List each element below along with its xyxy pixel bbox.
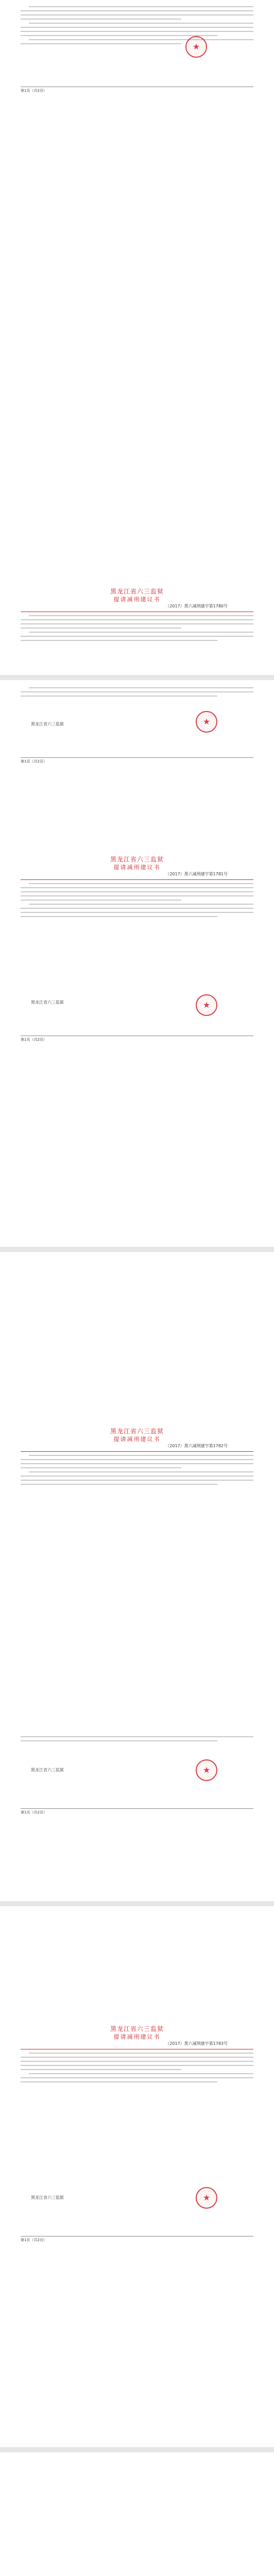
document-title: 黑龙江省六三监狱 (110, 1428, 164, 1435)
document-header (0, 855, 274, 920)
text-line (21, 1484, 217, 1485)
page-footer-left: 第1页（共2页） (21, 1810, 47, 1815)
text-line (21, 10, 253, 11)
document-title: 黑龙江省六三监狱 (110, 2025, 164, 2032)
page-footer (21, 1808, 253, 1815)
official-seal-icon: ★ (196, 1759, 217, 1781)
text-line (21, 1476, 253, 1477)
document-subtitle: 提请减刑建议书 (113, 1436, 161, 1443)
closing-organization: 黑龙江省六三监狱 (31, 1000, 64, 1005)
document-page-1 (0, 0, 274, 675)
text-line (21, 691, 253, 692)
text-line (21, 887, 253, 888)
page-footer-left: 第1页（共2页） (21, 89, 47, 93)
text-line (21, 908, 253, 909)
text-line (21, 1459, 253, 1460)
document-header (0, 587, 274, 644)
text-line (21, 900, 181, 901)
document-header (0, 2025, 274, 2086)
text-line (29, 883, 253, 884)
text-line (21, 891, 253, 892)
document-page-4 (0, 1906, 274, 2447)
document-page-5 (0, 2452, 274, 2576)
text-line (21, 1740, 217, 1741)
text-line (29, 1455, 253, 1456)
document-subtitle: 提请减刑建议书 (113, 864, 161, 871)
text-line (21, 623, 253, 624)
text-line (21, 1463, 253, 1464)
text-line (29, 1471, 253, 1472)
document-subtitle: 提请减刑建议书 (113, 2033, 161, 2040)
document-number: （2017）黑六减刑建字第1782号 (165, 1444, 228, 1448)
document-title: 黑龙江省六三监狱 (110, 588, 164, 595)
text-line (21, 1480, 253, 1481)
document-page-2 (0, 680, 274, 1247)
text-line (21, 640, 217, 641)
page-footer (21, 1036, 253, 1042)
closing-organization: 黑龙江省六三监狱 (31, 2195, 64, 2200)
page-footer (21, 757, 253, 764)
text-line (21, 2081, 217, 2082)
text-line (21, 916, 217, 917)
text-line (21, 2061, 253, 2062)
official-seal-icon: ★ (185, 36, 207, 58)
closing-organization: 黑龙江省六三监狱 (31, 1768, 64, 1772)
document-number: （2017）黑六减刑建字第1780号 (165, 604, 228, 608)
text-line (29, 615, 253, 616)
text-line (29, 904, 253, 905)
text-line (21, 636, 253, 637)
text-line (21, 696, 217, 697)
page-footer (21, 87, 253, 93)
text-line (21, 895, 253, 896)
text-line (29, 632, 253, 633)
text-line (29, 2053, 253, 2054)
divider (21, 879, 253, 880)
text-line (21, 2077, 253, 2078)
text-line (21, 1736, 253, 1737)
text-line (29, 687, 253, 688)
text-line (21, 2069, 181, 2070)
page-footer-left: 第1页（共2页） (21, 2238, 47, 2242)
official-seal-icon: ★ (196, 994, 217, 1016)
text-line (21, 2065, 253, 2066)
document-page-3 (0, 1252, 274, 1901)
text-line (21, 1467, 181, 1468)
text-line (21, 31, 253, 32)
page-footer-left: 第1页（共2页） (21, 1038, 47, 1042)
text-line (21, 43, 181, 44)
text-line (21, 619, 253, 620)
page-footer-left: 第1页（共2页） (21, 759, 47, 764)
page-footer (21, 2236, 253, 2243)
text-line (21, 27, 253, 28)
text-line (29, 23, 253, 24)
text-line (21, 19, 181, 20)
document-number: （2017）黑六减刑建字第1783号 (165, 2041, 228, 2046)
document-title: 黑龙江省六三监狱 (110, 856, 164, 863)
document-header (0, 1427, 274, 1488)
closing-organization: 黑龙江省六三监狱 (31, 722, 64, 726)
text-line (29, 2073, 253, 2074)
text-line (21, 35, 217, 36)
text-line (21, 14, 253, 15)
divider (21, 1451, 253, 1452)
document-number: （2017）黑六减刑建字第1781号 (165, 872, 228, 876)
text-line (21, 2057, 253, 2058)
text-line (29, 39, 253, 40)
text-line (29, 6, 253, 7)
official-seal-icon: ★ (196, 2187, 217, 2209)
document-subtitle: 提请减刑建议书 (113, 596, 161, 603)
text-line (21, 912, 253, 913)
official-seal-icon: ★ (196, 711, 217, 733)
text-line (21, 628, 181, 629)
